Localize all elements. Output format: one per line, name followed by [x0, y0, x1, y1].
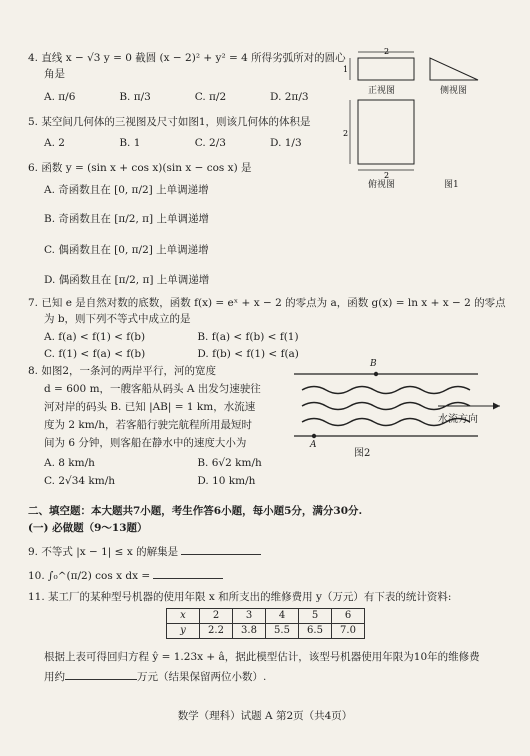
fig1-dim-top: 2	[384, 47, 390, 56]
q8-options-row1	[44, 457, 262, 470]
table-cell: x	[167, 609, 200, 624]
q10-answer-blank[interactable]	[153, 568, 223, 579]
q8-line2: d = 600 m，一艘客船从码头 A 出发匀速驶往	[44, 383, 261, 395]
table-cell: 3.8	[233, 624, 266, 639]
q10-row	[28, 568, 223, 583]
q7-line2: 为 b，则下列不等式中成立的是	[44, 313, 191, 325]
figure-2-drawing	[288, 362, 510, 462]
q10-text: 10. ∫₀^(π/2) cos x dx =	[28, 570, 151, 582]
q8-option-c[interactable]: C. 2√34 km/h	[44, 475, 116, 487]
q6-option-b[interactable]: B. 奇函数且在 [π/2, π] 上单调递增	[44, 213, 209, 225]
q7-option-c[interactable]: C. f(1) < f(a) < f(b)	[44, 348, 146, 360]
figure-1-drawing	[340, 44, 516, 194]
q5-line1: 5. 某空间几何体的三视图及尺寸如图1，则该几何体的体积是	[28, 116, 311, 128]
q5-option-c[interactable]: C. 2/3	[194, 137, 226, 149]
q5-options	[44, 137, 330, 150]
table-cell: 6	[332, 609, 365, 624]
fig1-front-label: 正视图	[368, 86, 396, 96]
q9-answer-blank[interactable]	[181, 544, 261, 555]
q5-option-a[interactable]: A. 2	[44, 137, 65, 149]
q8-line3: 河对岸的码头 B. 已知 |AB| = 1 km，水流速	[44, 401, 256, 413]
q6-option-a[interactable]: A. 奇函数且在 [0, π/2] 上单调递增	[44, 184, 209, 196]
fig1-top-label: 俯视图	[368, 180, 396, 190]
table-cell: 3	[233, 609, 266, 624]
q8-options-row2	[44, 475, 255, 488]
q7-line1: 7. 已知 e 是自然对数的底数，函数 f(x) = eˣ + x − 2 的零点为 a，函数 g(x) = ln x + x − 2 的零点	[28, 297, 506, 309]
q11-table-wrap	[166, 608, 365, 639]
fig1-side-label: 侧视图	[440, 86, 468, 96]
q4-line2: 角是	[44, 68, 65, 80]
q8-option-d[interactable]: D. 10 km/h	[197, 475, 256, 487]
fig1-dim-top-width: 2	[384, 171, 390, 180]
q8-option-b[interactable]: B. 6√2 km/h	[197, 457, 262, 469]
q7-option-b[interactable]: B. f(a) < f(b) < f(1)	[197, 331, 299, 343]
q4-option-c[interactable]: C. π/2	[194, 91, 227, 103]
table-row	[167, 609, 365, 624]
fig1-dim-top-height: 2	[343, 129, 349, 138]
q11-line1: 11. 某工厂的某种型号机器的使用年限 x 和所支出的维修费用 y（万元）有下表的统计资料:	[28, 591, 452, 603]
q8-line1: 8. 如图2，一条河的两岸平行，河的宽度	[28, 365, 217, 377]
fig2-caption: 图2	[354, 448, 371, 459]
fig2-label-a: A	[310, 440, 317, 450]
q8-line5: 间为 6 分钟，则客船在静水中的速度大小为	[44, 437, 247, 449]
q11-answer-blank[interactable]	[65, 669, 137, 680]
q11-stats-table	[166, 608, 365, 639]
section-2-title: 二、填空题：本大题共7小题，考生作答6小题，每小题5分，满分30分.	[28, 505, 363, 517]
q7-options-row2	[44, 348, 299, 361]
q9-row	[28, 544, 261, 559]
q11-line3	[44, 669, 266, 684]
page-footer: 数学（理科）试题 A 第2页（共4页）	[177, 710, 353, 722]
q4-options	[44, 91, 330, 104]
q11-line3-pre: 用约	[44, 671, 65, 683]
q6-option-c[interactable]: C. 偶函数且在 [0, π/2] 上单调递增	[44, 244, 209, 256]
q11-line2: 根据上表可得回归方程 ŷ = 1.23x + â，据此模型估计，该型号机器使用年限为10年的维修费	[44, 651, 480, 663]
table-cell: 6.5	[299, 624, 332, 639]
table-cell: 2.2	[200, 624, 233, 639]
q5-option-d[interactable]: D. 1/3	[270, 137, 302, 149]
q8-line4: 度为 2 km/h，若客船行驶完航程所用最短时	[44, 419, 252, 431]
q4-option-b[interactable]: B. π/3	[119, 91, 151, 103]
figure-2	[288, 359, 510, 462]
table-cell: 5	[299, 609, 332, 624]
q7-option-a[interactable]: A. f(a) < f(1) < f(b)	[44, 331, 146, 343]
q9-text: 9. 不等式 |x − 1| ≤ x 的解集是	[28, 546, 179, 558]
figure-1	[340, 44, 516, 194]
table-row	[167, 624, 365, 639]
q8-option-a[interactable]: A. 8 km/h	[44, 457, 95, 469]
table-cell: y	[167, 624, 200, 639]
table-cell: 7.0	[332, 624, 365, 639]
q4-option-d[interactable]: D. 2π/3	[270, 91, 309, 103]
table-cell: 5.5	[266, 624, 299, 639]
q7-options-row1	[44, 331, 299, 344]
fig2-flow-label: 水流方向	[438, 414, 478, 425]
q11-line3-post: 万元（结果保留两位小数）.	[137, 671, 267, 683]
section-2-subtitle: (一) 必做题（9～13题）	[28, 522, 148, 534]
fig1-caption: 图1	[444, 180, 459, 190]
q7-option-d[interactable]: D. f(b) < f(1) < f(a)	[197, 348, 299, 360]
q4-line1: 4. 直线 x − √3 y = 0 截圆 (x − 2)² + y² = 4 所得劣弧所对的圆心	[28, 52, 346, 64]
fig1-dim-front-height: 1	[343, 65, 349, 74]
q6-line1: 6. 函数 y = (sin x + cos x)(sin x − cos x) 是	[28, 162, 252, 174]
q4-option-a[interactable]: A. π/6	[44, 91, 76, 103]
q6-option-d[interactable]: D. 偶函数且在 [π/2, π] 上单调递增	[44, 274, 210, 286]
q5-option-b[interactable]: B. 1	[119, 137, 141, 149]
fig2-label-b: B	[370, 359, 377, 369]
table-cell: 2	[200, 609, 233, 624]
table-cell: 4	[266, 609, 299, 624]
